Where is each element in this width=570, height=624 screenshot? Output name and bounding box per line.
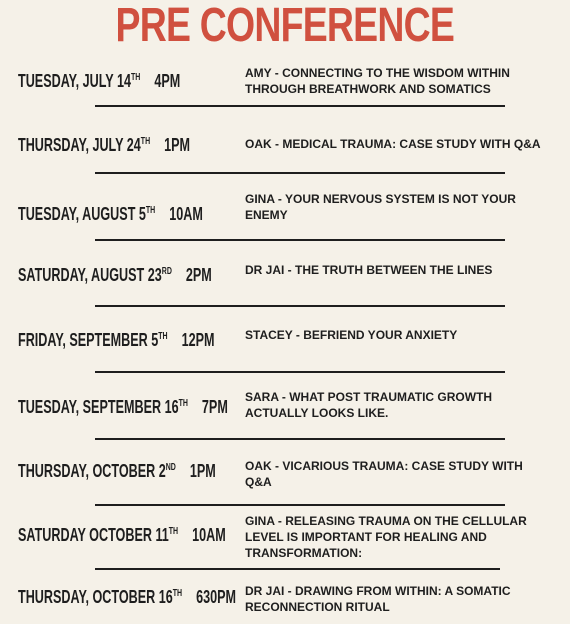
event-date-text: THURSDAY, OCTOBER 2 (18, 461, 166, 481)
event-date-text: TUESDAY, AUGUST 5 (18, 204, 146, 224)
event-date-text: TUESDAY, JULY 14 (18, 71, 131, 91)
event-time: 12PM (181, 330, 215, 350)
event-time: 10AM (169, 204, 203, 224)
event-talk: GINA - RELEASING TRAUMA ON THE CELLULAR LEVEL IS IMPORTANT FOR HEALING AND TRANSFORMATION: (245, 514, 527, 560)
event-date (18, 461, 216, 481)
event-talk: OAK - VICARIOUS TRAUMA: CASE STUDY WITH Q&A (245, 459, 523, 489)
event-time: 10AM (192, 525, 226, 545)
event-date (18, 135, 190, 155)
event-date-suffix: TH (168, 526, 179, 537)
event-time: 7PM (201, 397, 228, 417)
divider (95, 305, 505, 307)
event-talk: STACEY - BEFRIEND YOUR ANXIETY (245, 328, 458, 342)
event-talk: AMY - CONNECTING TO THE WISDOM WITHIN THROUGH BREATHWORK AND SOMATICS (245, 66, 510, 96)
event-date-suffix: TH (140, 136, 151, 147)
divider (95, 172, 505, 174)
event-date (18, 397, 228, 417)
event-date (18, 525, 226, 545)
divider (95, 105, 505, 107)
event-time: 1PM (164, 135, 191, 155)
event-date-text: THURSDAY, OCTOBER 16 (18, 587, 173, 607)
divider (95, 568, 500, 570)
event-talk: DR JAI - DRAWING FROM WITHIN: A SOMATIC RECONNECTION RITUAL (245, 584, 511, 614)
event-date-suffix: TH (145, 205, 156, 216)
event-date (18, 330, 215, 350)
event-date-text: FRIDAY, SEPTEMBER 5 (18, 330, 159, 350)
divider (95, 371, 505, 373)
event-date-suffix: TH (172, 588, 183, 599)
event-date (18, 265, 212, 285)
event-talk: SARA - WHAT POST TRAUMATIC GROWTH ACTUALLY LOOKS LIKE. (245, 390, 493, 420)
event-date-suffix: RD (161, 266, 172, 277)
event-talk: DR JAI - THE TRUTH BETWEEN THE LINES (245, 263, 493, 277)
event-date-suffix: TH (178, 398, 188, 409)
event-date-suffix: TH (158, 331, 168, 342)
event-time: 2PM (185, 265, 212, 285)
event-date-text: TUESDAY, SEPTEMBER 16 (18, 397, 179, 417)
event-date-text: THURSDAY, JULY 24 (18, 135, 141, 155)
page-title: PRE CONFERENCE (115, 0, 455, 52)
event-date-text: SATURDAY, AUGUST 23 (18, 265, 162, 285)
event-date-suffix: TH (130, 72, 141, 83)
divider (95, 504, 505, 506)
event-time: 630PM (196, 587, 237, 607)
event-date (18, 204, 203, 224)
event-date (18, 71, 180, 91)
divider (95, 239, 505, 241)
event-time: 1PM (189, 461, 216, 481)
event-date-suffix: ND (165, 462, 176, 473)
event-talk: GINA - YOUR NERVOUS SYSTEM IS NOT YOUR ENEMY (245, 192, 516, 222)
divider (95, 438, 505, 440)
event-time: 4PM (154, 71, 181, 91)
event-date-text: SATURDAY OCTOBER 11 (18, 525, 169, 545)
event-talk: OAK - MEDICAL TRAUMA: CASE STUDY WITH Q&A (245, 137, 541, 151)
event-date (18, 587, 236, 607)
